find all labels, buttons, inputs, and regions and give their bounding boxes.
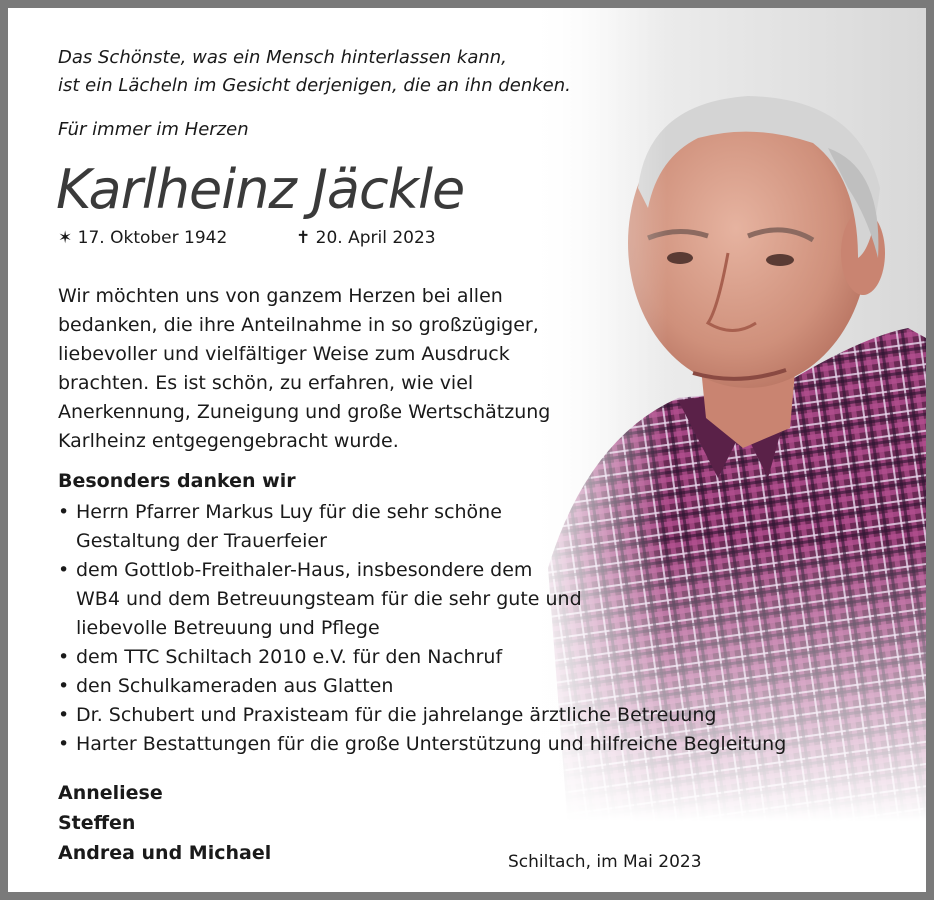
- bullet-icon: •: [58, 704, 70, 726]
- bullet-icon: •: [58, 559, 70, 581]
- list-item-line: dem Gottlob-Freithaler-Haus, insbesondere dem: [76, 559, 533, 581]
- bullet-icon: •: [58, 733, 70, 755]
- birth-date: ✶ 17. Oktober 1942: [58, 228, 228, 248]
- list-item: [58, 672, 858, 701]
- list-item: [58, 556, 858, 643]
- obituary-card: [8, 8, 926, 892]
- bullet-icon: •: [58, 675, 70, 697]
- text-column: [8, 8, 926, 892]
- list-item-line: dem TTC Schiltach 2010 e.V. für den Nachruf: [76, 646, 503, 668]
- signer-name: Anneliese: [58, 782, 163, 804]
- subtitle: Für immer im Herzen: [58, 119, 249, 140]
- bullet-icon: •: [58, 501, 70, 523]
- list-item: [58, 701, 858, 730]
- list-item-line: Herrn Pfarrer Markus Luy für die sehr schöne: [76, 501, 502, 523]
- place-date: Schiltach, im Mai 2023: [508, 852, 702, 872]
- signers: [58, 778, 271, 868]
- list-item: [58, 643, 858, 672]
- list-item-line: den Schulkameraden aus Glatten: [76, 675, 394, 697]
- list-item-line: Gestaltung der Trauerfeier: [76, 530, 327, 552]
- bullet-icon: •: [58, 646, 70, 668]
- quote-line-1: Das Schönste, was ein Mensch hinterlassen kann,: [58, 47, 507, 68]
- list-item: [58, 498, 858, 556]
- list-item-line: liebevolle Betreuung und Pflege: [76, 617, 380, 639]
- list-item-line: Dr. Schubert und Praxisteam für die jahrelange ärztliche Betreuung: [76, 704, 717, 726]
- thanks-heading: Besonders danken wir: [58, 470, 296, 492]
- list-item: [58, 730, 858, 759]
- list-item-line: Harter Bestattungen für die große Unterstützung und hilfreiche Begleitung: [76, 733, 787, 755]
- quote-line-2: ist ein Lächeln im Gesicht derjenigen, die an ihn denken.: [58, 75, 571, 96]
- signer-name: Andrea und Michael: [58, 842, 272, 864]
- death-date: ✝ 20. April 2023: [296, 228, 436, 248]
- signer-name: Steffen: [58, 812, 136, 834]
- list-item-line: WB4 und dem Betreuungsteam für die sehr gute und: [76, 588, 582, 610]
- deceased-name: Karlheinz Jäckle: [56, 158, 465, 221]
- thanks-list: [58, 498, 858, 759]
- thank-you-message: Wir möchten uns von ganzem Herzen bei allen bedanken, die ihre Anteilnahme in so großzügiger, liebevoller und vielfältiger Weise zum Ausdruck brachten. Es ist schön, zu erfahren, wie viel Anerkennung, Zuneigung und große Wertschätzung Karlheinz entgegengebracht wurde.: [58, 285, 551, 452]
